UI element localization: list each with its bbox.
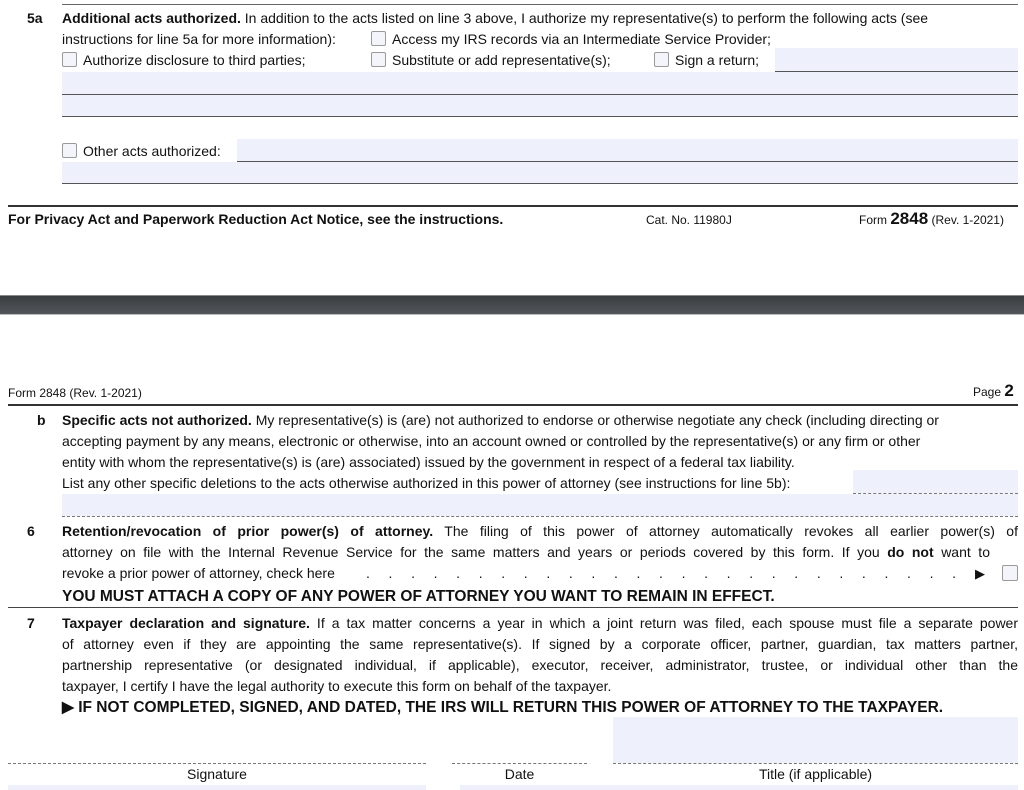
catalog-number: Cat. No. 11980J xyxy=(646,213,732,227)
line-5a-number: 5a xyxy=(27,10,43,26)
substitute-representative-label: Substitute or add representative(s); xyxy=(392,52,611,68)
line-7-number: 7 xyxy=(27,615,35,631)
other-acts-field-1[interactable] xyxy=(237,139,1018,161)
privacy-notice: For Privacy Act and Paperwork Reduction Act Notice, see the instructions. xyxy=(8,211,504,227)
line-6-text-3: revoke a prior power of attorney, check here xyxy=(62,565,335,581)
deletions-field-2[interactable] xyxy=(62,494,1018,516)
line-6-rule xyxy=(8,607,1018,608)
signature-label: Signature xyxy=(187,766,247,782)
title-field[interactable] xyxy=(613,717,1018,763)
line-5b-text-3: entity with whom the representative(s) is (are) associated) issued by the government in respect of a federal tax liability. xyxy=(62,454,795,470)
additional-acts-line-1[interactable] xyxy=(62,72,1018,94)
line-6-number: 6 xyxy=(27,523,35,539)
field-underline xyxy=(62,183,1018,184)
other-acts-field-2[interactable] xyxy=(62,162,1018,183)
form-footer-id: Form 2848 (Rev. 1-2021) xyxy=(859,209,1004,228)
dot-leader: . . . . . . . . . . . . . . . . . . . . . . . . . . . xyxy=(366,565,956,581)
line-7-title: Taxpayer declaration and signature. xyxy=(62,615,310,631)
sign-return-extra-field[interactable] xyxy=(775,48,1018,71)
line-5b-text-2: accepting payment by any means, electronic or otherwise, into an account owned or controlled by the representative(s) or any firm or other xyxy=(62,433,921,449)
line-7-text-3: partnership representative (or designated individual, if applicable), executor, receiver, administrator, trustee, or individual other than the xyxy=(62,657,1018,673)
line-6-title: Retention/revocation of prior power(s) of attorney. xyxy=(62,523,434,539)
other-acts-checkbox[interactable] xyxy=(62,143,77,158)
field-underline xyxy=(62,516,1018,517)
authorize-disclosure-checkbox[interactable] xyxy=(62,52,77,67)
line-5b-title: Specific acts not authorized. xyxy=(62,412,252,428)
field-underline xyxy=(62,116,1018,117)
sign-return-checkbox[interactable] xyxy=(654,52,669,67)
title-label: Title (if applicable) xyxy=(758,766,873,782)
authorize-disclosure-label: Authorize disclosure to third parties; xyxy=(83,52,306,68)
footer-rule xyxy=(8,205,1018,207)
line-6-warning: YOU MUST ATTACH A COPY OF ANY POWER OF ATTORNEY YOU WANT TO REMAIN IN EFFECT. xyxy=(62,588,775,605)
line-5b-text-1: Specific acts not authorized. My representative(s) is (are) not authorized to endorse or otherwise negotiate any check (including directing or xyxy=(62,412,939,428)
line-7-text-4: taxpayer, I certify I have the legal authority to execute this form on behalf of the taxpayer. xyxy=(62,678,612,694)
access-irs-records-label: Access my IRS records via an Intermediate Service Provider; xyxy=(392,31,771,47)
date-title-field-2[interactable] xyxy=(460,785,1018,790)
date-label: Date xyxy=(504,766,535,782)
other-acts-label: Other acts authorized: xyxy=(83,143,221,159)
line-7-text-2: of attorney even if they are appointing the same representative(s). If signed by a corporate officer, partner, guardian, tax matters partner, xyxy=(62,636,1018,652)
revoke-prior-poa-checkbox[interactable] xyxy=(1002,565,1018,581)
form-number: 2848 xyxy=(890,209,929,228)
arrow-right-icon: ▶ xyxy=(975,566,985,581)
deletions-field-1[interactable] xyxy=(853,470,1018,493)
line-7-warning: ▶ IF NOT COMPLETED, SIGNED, AND DATED, THE IRS WILL RETURN THIS POWER OF ATTORNEY TO THE TAXPAYER. xyxy=(62,699,944,716)
line-7-text-1: Taxpayer declaration and signature. If a tax matter concerns a year in which a joint return was filed, each spouse must file a separate power xyxy=(62,615,1018,631)
line-6-text-2: attorney on file with the Internal Revenue Service for the same matters and years or periods covered by this form. If you do not want to xyxy=(62,544,990,560)
page-2-form-label: Form 2848 (Rev. 1-2021) xyxy=(8,386,142,400)
line-5b-letter: b xyxy=(37,412,46,428)
line-5a-text-1: Additional acts authorized. In addition to the acts listed on line 3 above, I authorize my representative(s) to perform the following acts (see xyxy=(62,10,929,26)
substitute-representative-checkbox[interactable] xyxy=(371,52,386,67)
line-5a-title: Additional acts authorized. xyxy=(62,10,241,26)
signature-field-2[interactable] xyxy=(8,785,426,790)
access-irs-records-checkbox[interactable] xyxy=(371,31,386,46)
line-5b-text-4: List any other specific deletions to the acts otherwise authorized in this power of attorney (see instructions for line 5b): xyxy=(62,475,791,491)
sign-return-label: Sign a return; xyxy=(675,52,760,68)
top-rule xyxy=(62,4,1018,5)
page-2-header-rule xyxy=(8,404,1018,406)
page-number: Page 2 xyxy=(973,381,1014,400)
additional-acts-line-2[interactable] xyxy=(62,95,1018,116)
line-5a-text-2: instructions for line 5a for more information): xyxy=(62,31,336,47)
page-separator xyxy=(0,295,1024,315)
line-6-text-1: Retention/revocation of prior power(s) of attorney. The filing of this power of attorney automatically revokes all earlier power(s) of xyxy=(62,523,1018,539)
